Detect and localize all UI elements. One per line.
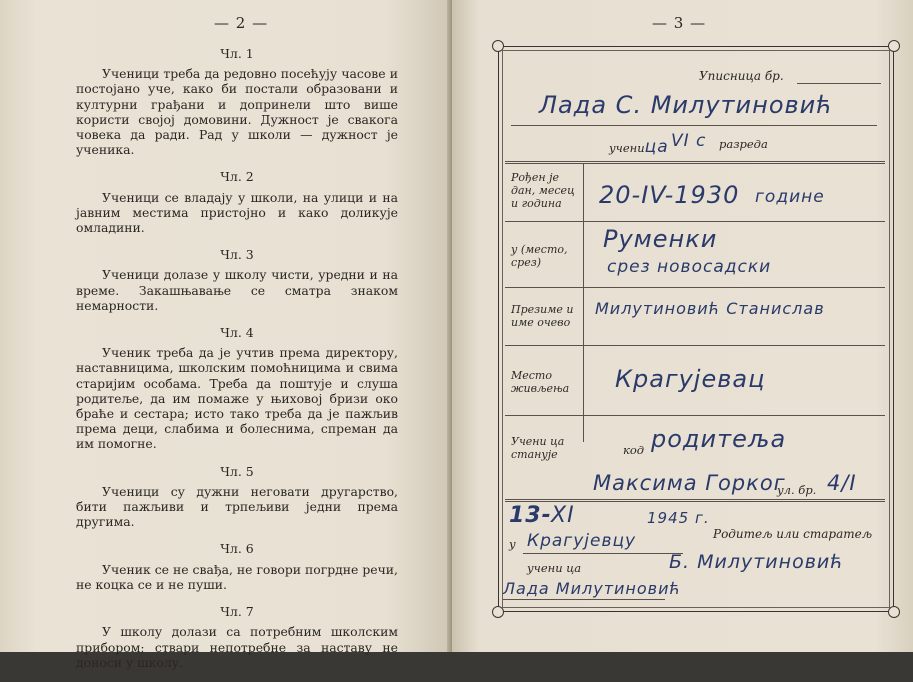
- date-month: XI: [551, 503, 575, 528]
- school-rules: [76, 46, 398, 682]
- rule-2-title: Чл. 2: [220, 169, 254, 185]
- lives-with-value: родитеља: [651, 425, 787, 453]
- place-label: у (место, срез): [511, 243, 568, 269]
- right-page: [452, 0, 913, 652]
- parent-label: Родитељ или старатељ: [713, 527, 873, 541]
- parent-signature: Б. Милутиновић: [669, 551, 844, 573]
- rule-4-title: Чл. 4: [220, 325, 254, 341]
- row-divider: [505, 287, 885, 288]
- rule-1-title: Чл. 1: [220, 46, 254, 61]
- page-number-left: — 2 —: [214, 14, 269, 32]
- father-name: Милутиновић Станислав: [595, 299, 825, 318]
- date-day: 13-: [509, 503, 552, 528]
- lives-label: Учени ца станује: [511, 435, 565, 461]
- rule-3-text: Ученици долазе у школу чисти, уредни и на време. Закашњавање се сматра знаком немарности.: [76, 267, 398, 313]
- rule-3-title: Чл. 3: [220, 247, 254, 263]
- student-signature: Лада Милутиновић: [503, 579, 681, 598]
- table-bottom-divider: [505, 499, 885, 502]
- birth-district: срез новосадски: [607, 257, 772, 277]
- grade-label: разреда: [719, 137, 768, 151]
- row-divider: [505, 345, 885, 346]
- date-year: 1945 г.: [647, 509, 710, 527]
- student-signature-line: [503, 599, 665, 600]
- rule-2-text: Ученици се владају у школи, на улици и на јавним местима пристојно и како доликује омладини.: [76, 189, 398, 236]
- enrollment-number-line: [797, 83, 881, 84]
- enrollment-form-frame: [498, 46, 894, 612]
- street-number: 4/I: [827, 471, 857, 495]
- rule-4-text: Ученик треба да је учтив према директору, наставницима, школским помоћницима и свима старијим особама. Треба да поштује и слуша родитеље, да им помаже у њиховој бризи око браће и сестара; исто тако треба да је пажљив према деци, слабима и болеснима, спреман да им помогне.: [76, 345, 398, 452]
- student-name: Лада С. Милутиновић: [539, 91, 833, 119]
- rule-7-title: Чл. 7: [220, 604, 254, 620]
- residence-value: Крагујевац: [615, 365, 766, 393]
- rule-7-text: У школу долази са потребним школским прибором; ствари непотребне за наставу не доноси у школу.: [76, 624, 398, 670]
- frame-corner-ornament: [492, 606, 504, 618]
- grade-value: VI с: [671, 131, 707, 151]
- city-prefix: у: [509, 537, 516, 551]
- frame-corner-ornament: [888, 606, 900, 618]
- city-value: Крагујевцу: [527, 531, 637, 551]
- birth-place: Руменки: [603, 225, 718, 253]
- student-name-line: [511, 125, 877, 126]
- frame-corner-ornament: [888, 40, 900, 52]
- rule-5-title: Чл. 5: [220, 463, 254, 479]
- enrollment-number-label: Уписница бр.: [699, 69, 784, 83]
- born-label: Рођен је дан, месец и година: [511, 171, 575, 210]
- city-line: [523, 553, 683, 554]
- residence-label: Место живљења: [511, 369, 570, 395]
- signature-label: учени ца: [527, 561, 582, 575]
- birth-date: 20-IV-1930: [599, 181, 740, 209]
- student-of-label: ученица: [609, 137, 669, 157]
- lives-with-prefix: код: [623, 443, 645, 457]
- street-number-label: ул. бр.: [777, 483, 817, 497]
- birth-year-suffix: године: [755, 187, 825, 207]
- father-label: Презиме и име очево: [511, 303, 574, 329]
- table-column-divider: [583, 164, 584, 442]
- rule-5-text: Ученици су дужни неговати другарство, бити пажљиви и трпељиви једни према другима.: [76, 483, 398, 530]
- rule-1-text: Ученици треба да редовно посећују часове и постојано уче, како би постали образовани и културни грађани и допринели што више користи својој домовини. Дужност је свакога човека да ради. Рад у школи — дужност је ученика.: [76, 66, 398, 158]
- rule-6-title: Чл. 6: [220, 541, 254, 557]
- row-divider: [505, 221, 885, 222]
- rule-6-text: Ученик се не свађа, не говори погрдне речи, не коцка се и не пуши.: [76, 561, 398, 592]
- row-divider: [505, 415, 885, 416]
- header-divider: [505, 161, 885, 164]
- street-name: Максима Горког: [593, 471, 786, 495]
- frame-corner-ornament: [492, 40, 504, 52]
- left-page: [0, 0, 452, 670]
- page-number-right: — 3 —: [652, 14, 707, 32]
